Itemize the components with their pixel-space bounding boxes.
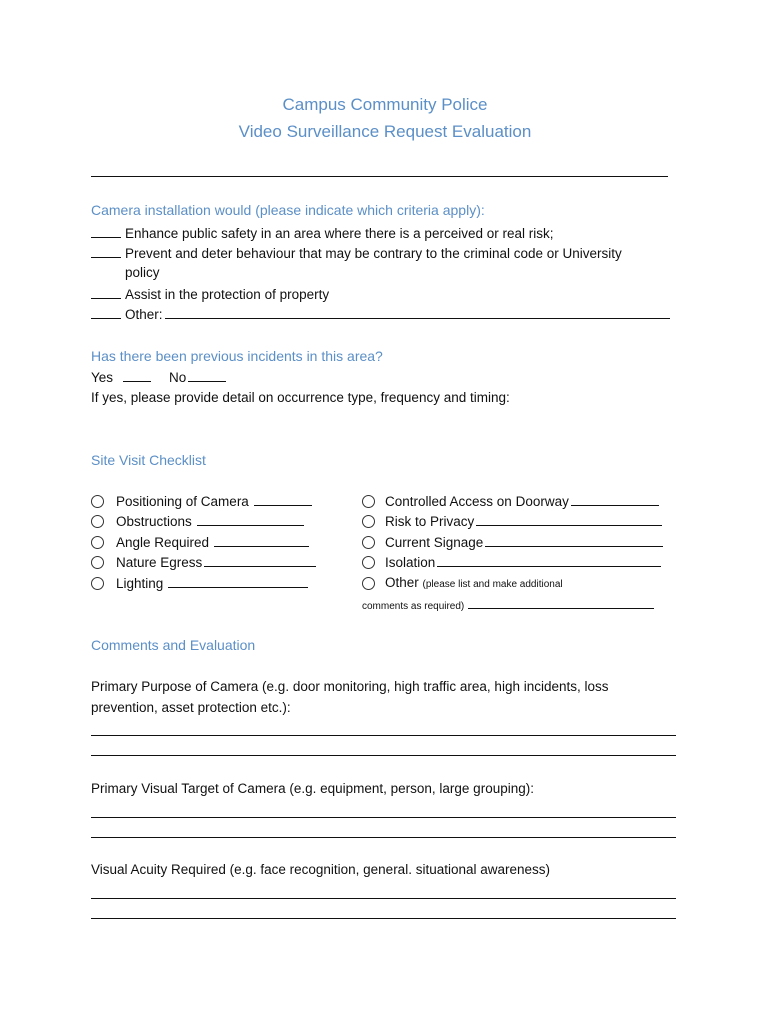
criteria-item-1[interactable] [91, 225, 553, 241]
angle-field[interactable] [214, 534, 309, 547]
comments-heading: Comments and Evaluation [91, 637, 256, 653]
checklist-lighting [116, 575, 308, 591]
checklist-label: Obstructions [116, 514, 192, 529]
checklist-positioning [116, 493, 312, 509]
controlled-access-field[interactable] [571, 493, 659, 506]
criteria-item-label: Enhance public safety in an area where there is a perceived or real risk; [125, 226, 554, 241]
checklist-egress [116, 554, 316, 570]
criteria-blank[interactable] [91, 225, 121, 238]
no-label: No [169, 370, 187, 385]
checklist-label: Risk to Privacy [385, 514, 475, 529]
other-note-2: comments as required) [362, 601, 465, 612]
checklist-controlled-access [385, 493, 659, 509]
checklist-label: Isolation [385, 555, 436, 570]
checklist-label: Current Signage [385, 535, 484, 550]
title-line-2: Video Surveillance Request Evaluation [238, 122, 532, 141]
checklist-label: Positioning of Camera [116, 494, 249, 509]
criteria-blank[interactable] [91, 245, 121, 258]
visual-acuity-answer-line[interactable] [91, 898, 676, 899]
radio-egress[interactable] [91, 556, 104, 569]
lighting-field[interactable] [168, 575, 308, 588]
radio-lighting[interactable] [91, 577, 104, 590]
privacy-field[interactable] [476, 513, 662, 526]
header-divider [91, 176, 668, 177]
checklist-obstructions [116, 513, 304, 529]
criteria-item-label: Assist in the protection of property [125, 287, 330, 302]
checklist-privacy [385, 513, 662, 529]
no-field[interactable] [188, 369, 226, 382]
radio-isolation[interactable] [362, 556, 375, 569]
radio-obstructions[interactable] [91, 515, 104, 528]
checklist-heading: Site Visit Checklist [91, 452, 206, 468]
checklist-angle [116, 534, 309, 550]
checklist-label: Other [385, 575, 419, 590]
visual-target-answer-line[interactable] [91, 837, 676, 838]
yes-field[interactable] [123, 369, 151, 382]
purpose-question-line-2: prevention, asset protection etc.): [91, 700, 291, 715]
title-line-1: Campus Community Police [282, 95, 488, 114]
purpose-answer-line[interactable] [91, 735, 676, 736]
checklist-label: Angle Required [116, 535, 210, 550]
criteria-item-label: Other: [125, 307, 163, 322]
radio-other[interactable] [362, 577, 375, 590]
visual-target-question: Primary Visual Target of Camera (e.g. equipment, person, large grouping): [91, 781, 534, 796]
criteria-heading: Camera installation would (please indicate which criteria apply): [91, 202, 485, 218]
incidents-detail: If yes, please provide detail on occurrence type, frequency and timing: [91, 390, 510, 405]
checklist-label: Nature Egress [116, 555, 203, 570]
egress-field[interactable] [204, 554, 316, 567]
visual-target-answer-line[interactable] [91, 817, 676, 818]
other-note: (please list and make additional [422, 579, 563, 590]
criteria-item-4[interactable] [91, 306, 670, 322]
other-field-2[interactable] [468, 599, 654, 609]
criteria-blank[interactable] [91, 286, 121, 299]
yes-option[interactable] [91, 369, 151, 385]
positioning-field[interactable] [254, 493, 312, 506]
radio-angle[interactable] [91, 536, 104, 549]
radio-signage[interactable] [362, 536, 375, 549]
no-option[interactable] [169, 369, 226, 385]
radio-controlled-access[interactable] [362, 495, 375, 508]
checklist-isolation [385, 554, 661, 570]
criteria-item-2-continued: policy [125, 265, 160, 280]
checklist-label: Controlled Access on Doorway [385, 494, 569, 509]
signage-field[interactable] [485, 534, 663, 547]
checklist-other-continued [362, 599, 654, 612]
criteria-blank[interactable] [91, 306, 121, 319]
criteria-item-3[interactable] [91, 286, 329, 302]
purpose-answer-line[interactable] [91, 755, 676, 756]
radio-positioning[interactable] [91, 495, 104, 508]
incidents-heading: Has there been previous incidents in this area? [91, 348, 383, 364]
obstructions-field[interactable] [197, 513, 304, 526]
radio-privacy[interactable] [362, 515, 375, 528]
criteria-item-2[interactable] [91, 245, 622, 261]
visual-acuity-question: Visual Acuity Required (e.g. face recognition, general. situational awareness) [91, 862, 551, 877]
purpose-question-line-1: Primary Purpose of Camera (e.g. door monitoring, high traffic area, high incidents, loss [91, 679, 609, 694]
checklist-signage [385, 534, 663, 550]
yes-label: Yes [91, 370, 114, 385]
checklist-label: Lighting [116, 576, 164, 591]
checklist-other [385, 575, 563, 590]
isolation-field[interactable] [437, 554, 661, 567]
criteria-item-label: Prevent and deter behaviour that may be contrary to the criminal code or University [125, 246, 622, 261]
other-field[interactable] [165, 306, 670, 319]
visual-acuity-answer-line[interactable] [91, 918, 676, 919]
